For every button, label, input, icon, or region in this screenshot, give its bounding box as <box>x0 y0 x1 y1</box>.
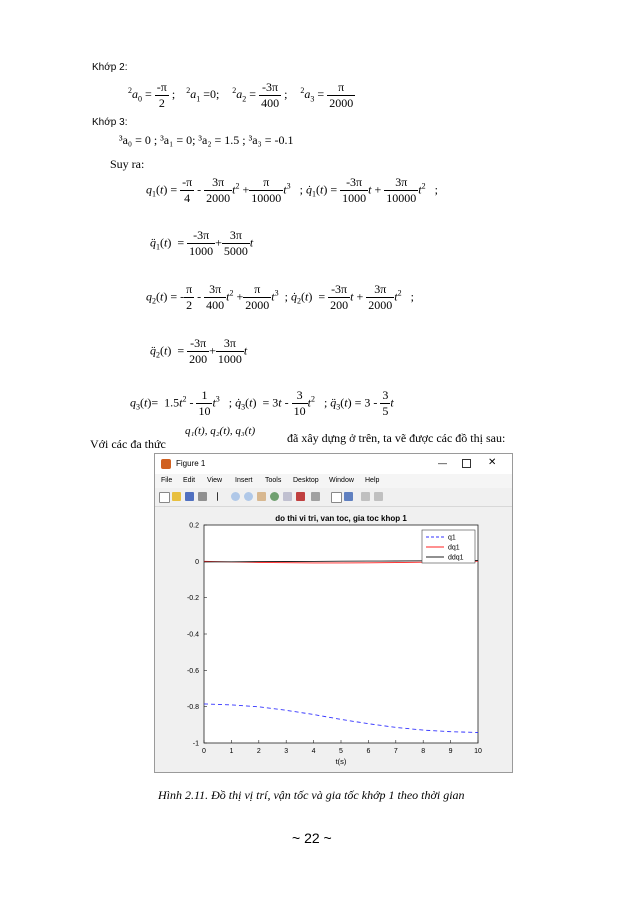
joint3-coefficients: ³a₀ = 0 ; ³a₁ = 0; ³a₂ = 1.5 ; ³a₃ = -0.1 <box>119 133 294 147</box>
menu-file[interactable]: File <box>161 477 173 484</box>
intro-polynomials: q₁(t), q₂(t), q₃(t) <box>185 425 256 437</box>
menu-help[interactable]: Help <box>365 477 380 484</box>
equation-q2: $q_2(t)$ = - $\frac{\pi}{2}$ - $\frac{3\pi}{400}$ $t^2$ + $\frac{\pi}{2000}$ $t^3$ ; $q̇_2(t)$ = $\frac{-3\pi}{200}$ t + $\frac{3\pi}{2000}$ $t^2$ ; <box>146 282 414 312</box>
equation-ddq1: $q̈_1(t)$ = $\frac{-3\pi}{1000}$ + $\frac{3\pi}{5000}$ t <box>150 228 254 258</box>
zoom-in-icon[interactable] <box>231 492 240 501</box>
brush-icon[interactable] <box>296 492 305 501</box>
x-tick-label: 2 <box>256 748 261 755</box>
x-tick-label: 10 <box>474 748 482 755</box>
chart-svg <box>155 507 512 772</box>
legend-icon[interactable] <box>344 492 353 501</box>
y-tick-label: -0.6 <box>186 667 199 675</box>
intro-text-end: đã xây dựng ở trên, ta vẽ được các đồ thị sau: <box>287 431 506 445</box>
legend-label-q1: q1 <box>448 534 456 542</box>
print-icon[interactable] <box>198 492 207 501</box>
x-tick-label: 0 <box>202 748 206 755</box>
x-tick-label: 9 <box>448 748 453 755</box>
rotate-icon[interactable] <box>270 492 279 501</box>
minimize-icon[interactable]: — <box>438 458 447 468</box>
section-heading-joint2: Khớp 2: <box>92 62 128 73</box>
x-tick-label: 8 <box>421 748 426 755</box>
close-icon[interactable]: ✕ <box>488 457 497 468</box>
menu-tools[interactable]: Tools <box>265 477 282 484</box>
chart-title: do thi vi tri, van toc, gia toc khop 1 <box>275 514 407 523</box>
legend-label-dq1: dq1 <box>448 544 460 552</box>
figure-title: Figure 1 <box>176 459 206 468</box>
pointer-icon[interactable] <box>217 492 222 501</box>
link-icon[interactable] <box>311 492 320 501</box>
suy-ra-label: Suy ra: <box>110 157 145 171</box>
joint2-coefficients: $^2a_0$ = $\frac{-\pi}{2}$ ; $^2a_1 =0$; $^2a_2$ = $\frac{-3\pi}{400}$ ; $^2a_3$ = $\frac{\pi}{2000}$ <box>128 80 354 110</box>
pan-icon[interactable] <box>257 492 266 501</box>
legend-label-ddq1: ddq1 <box>448 554 464 562</box>
y-tick-label: -0.8 <box>186 704 199 712</box>
menu-window[interactable]: Window <box>329 477 354 484</box>
y-tick-label: 0.2 <box>189 522 199 530</box>
show-plot-tools-icon[interactable] <box>374 492 383 501</box>
open-file-icon[interactable] <box>172 492 181 501</box>
menu-insert[interactable]: Insert <box>235 477 253 484</box>
figure-toolbar <box>155 488 512 507</box>
menu-view[interactable]: View <box>207 477 223 484</box>
menu-desktop[interactable]: Desktop <box>293 477 319 484</box>
section-heading-joint3: Khớp 3: <box>92 117 128 128</box>
figure-caption: Hình 2.11. Đồ thị vị trí, vận tốc và gia tốc khớp 1 theo thời gian <box>158 788 465 802</box>
maximize-icon[interactable] <box>462 459 471 468</box>
x-tick-label: 4 <box>311 748 316 755</box>
matlab-figure-window <box>154 453 513 773</box>
y-tick-label: -0.2 <box>186 595 199 603</box>
equation-q3: $q_3(t)= 1.5t^2$ - $\frac{1}{10}$ $t^3$ ; $q̇_3(t) = 3t$ - $\frac{3}{10}$ $t^2$ ; $q̈_3(t) = 3$ - $\frac{3}{5}$ t <box>130 388 394 418</box>
x-tick-label: 3 <box>284 748 289 755</box>
new-figure-icon[interactable] <box>159 492 170 503</box>
x-tick-label: 5 <box>339 748 343 755</box>
intro-text-start: Với các đa thức <box>90 437 166 451</box>
matlab-logo-icon <box>161 459 171 469</box>
menu-edit[interactable]: Edit <box>183 477 196 484</box>
x-tick-label: 6 <box>366 748 371 755</box>
equation-ddq2: $q̈_2(t)$ = $\frac{-3\pi}{200}$ + $\frac{3\pi}{1000}$ t <box>150 336 248 366</box>
x-tick-label: 1 <box>229 748 234 755</box>
y-tick-label: -0.4 <box>186 631 199 639</box>
page-number: ~ 22 ~ <box>292 830 332 846</box>
colorbar-icon[interactable] <box>331 492 342 503</box>
y-tick-label: 0 <box>195 558 199 566</box>
y-tick-label: -1 <box>192 740 199 748</box>
zoom-out-icon[interactable] <box>244 492 253 501</box>
figure-titlebar <box>155 454 512 474</box>
hide-plot-tools-icon[interactable] <box>361 492 370 501</box>
plot-area <box>155 507 512 772</box>
equation-q1: $q_1(t)$ = $\frac{-\pi}{4}$ - $\frac{3\pi}{2000}$ $t^2$ + $\frac{\pi}{10000}$ $t^3$ ; $q̇_1(t)$ = $\frac{-3\pi}{1000}$ t + $\frac{3\pi}{10000}$ $t^2$ ; <box>146 175 438 205</box>
save-icon[interactable] <box>185 492 194 501</box>
x-tick-label: 7 <box>393 748 398 755</box>
data-cursor-icon[interactable] <box>283 492 292 501</box>
x-axis-label: t(s) <box>335 757 347 766</box>
figure-menubar <box>155 474 512 488</box>
